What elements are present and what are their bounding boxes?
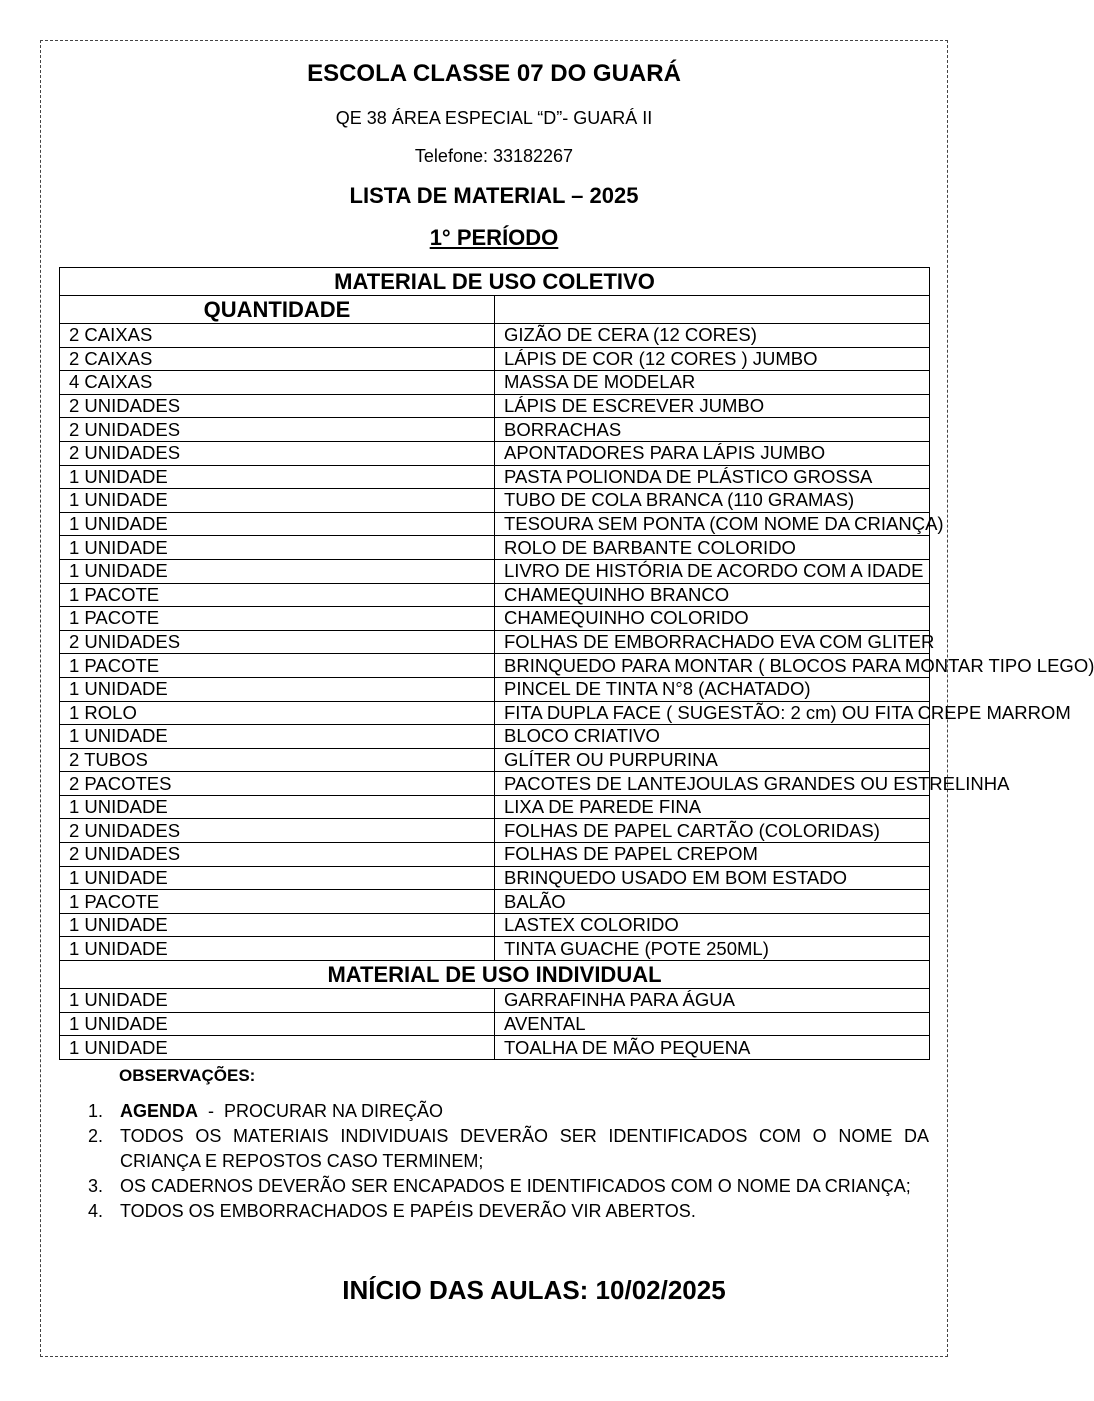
table-row xyxy=(60,819,930,843)
item-cell: LIXA DE PAREDE FINA xyxy=(495,795,930,819)
table-row xyxy=(60,512,930,536)
table-row xyxy=(60,913,930,937)
quantity-cell: 2 UNIDADES xyxy=(60,843,495,867)
quantity-cell: 4 CAIXAS xyxy=(60,371,495,395)
quantity-cell: 2 PACOTES xyxy=(60,772,495,796)
item-cell: PINCEL DE TINTA N°8 (ACHATADO) xyxy=(495,677,930,701)
observation-text: OS CADERNOS DEVERÃO SER ENCAPADOS E IDENTIFICADOS COM O NOME DA CRIANÇA; xyxy=(120,1176,911,1196)
table-row xyxy=(60,607,930,631)
quantity-cell: 1 PACOTE xyxy=(60,890,495,914)
quantity-cell: 2 UNIDADES xyxy=(60,630,495,654)
school-address: QE 38 ÁREA ESPECIAL “D”- GUARÁ II xyxy=(335,108,653,128)
quantity-header: QUANTIDADE xyxy=(60,296,495,324)
table-row xyxy=(60,795,930,819)
quantity-cell: 2 UNIDADES xyxy=(60,819,495,843)
item-cell: TUBO DE COLA BRANCA (110 GRAMAS) xyxy=(495,489,930,513)
item-cell: GIZÃO DE CERA (12 CORES) xyxy=(495,324,930,348)
observation-item xyxy=(88,1124,935,1174)
quantity-cell: 1 UNIDADE xyxy=(60,989,495,1013)
quantity-cell: 2 TUBOS xyxy=(60,748,495,772)
item-cell: GARRAFINHA PARA ÁGUA xyxy=(495,989,930,1013)
collective-title: MATERIAL DE USO COLETIVO xyxy=(60,268,930,296)
item-cell: BLOCO CRIATIVO xyxy=(495,725,930,749)
observation-item xyxy=(88,1099,929,1124)
table-row xyxy=(60,843,930,867)
item-cell: APONTADORES PARA LÁPIS JUMBO xyxy=(495,441,930,465)
classes-start: INÍCIO DAS AULAS: 10/02/2025 xyxy=(342,1275,726,1305)
item-cell: BORRACHAS xyxy=(495,418,930,442)
quantity-cell: 2 UNIDADES xyxy=(60,418,495,442)
item-cell: CHAMEQUINHO BRANCO xyxy=(495,583,930,607)
table-row xyxy=(60,371,930,395)
item-cell: FOLHAS DE PAPEL CARTÃO (COLORIDAS) xyxy=(495,819,930,843)
quantity-cell: 2 CAIXAS xyxy=(60,324,495,348)
table-row xyxy=(60,725,930,749)
collective-section-header xyxy=(60,268,930,296)
quantity-cell: 1 UNIDADE xyxy=(60,465,495,489)
observation-bold-text: AGENDA xyxy=(120,1101,199,1121)
item-cell: FITA DUPLA FACE ( SUGESTÃO: 2 cm) OU FITA CREPE MARROM xyxy=(495,701,930,725)
item-cell: MASSA DE MODELAR xyxy=(495,371,930,395)
table-row xyxy=(60,418,930,442)
item-cell: BALÃO xyxy=(495,890,930,914)
item-cell: AVENTAL xyxy=(495,1012,930,1036)
item-header xyxy=(495,296,930,324)
school-phone: Telefone: 33182267 xyxy=(414,146,574,166)
table-row xyxy=(60,772,930,796)
quantity-cell: 2 UNIDADES xyxy=(60,394,495,418)
table-row xyxy=(60,324,930,348)
table-row xyxy=(60,1036,930,1060)
period-title: 1° PERÍODO xyxy=(429,225,559,250)
observation-text: TODOS OS MATERIAIS INDIVIDUAIS DEVERÃO SER IDENTIFICADOS COM O NOME DA CRIANÇA E REPOSTOS CASO TERMINEM; xyxy=(120,1126,935,1171)
quantity-cell: 1 UNIDADE xyxy=(60,559,495,583)
table-row xyxy=(60,583,930,607)
table-row xyxy=(60,465,930,489)
item-cell: FOLHAS DE PAPEL CREPOM xyxy=(495,843,930,867)
quantity-cell: 1 UNIDADE xyxy=(60,1036,495,1060)
column-header-row xyxy=(60,296,930,324)
quantity-cell: 1 PACOTE xyxy=(60,607,495,631)
quantity-cell: 2 CAIXAS xyxy=(60,347,495,371)
item-cell: BRINQUEDO USADO EM BOM ESTADO xyxy=(495,866,930,890)
item-cell: TOALHA DE MÃO PEQUENA xyxy=(495,1036,930,1060)
quantity-cell: 1 ROLO xyxy=(60,701,495,725)
table-row xyxy=(60,489,930,513)
observations-list xyxy=(88,1099,935,1224)
item-cell: FOLHAS DE EMBORRACHADO EVA COM GLITER xyxy=(495,630,930,654)
table-row xyxy=(60,630,930,654)
quantity-cell: 1 PACOTE xyxy=(60,654,495,678)
table-row xyxy=(60,937,930,961)
quantity-cell: 1 UNIDADE xyxy=(60,536,495,560)
observation-text: - PROCURAR NA DIREÇÃO xyxy=(198,1101,444,1121)
table-row xyxy=(60,677,930,701)
table-row xyxy=(60,394,930,418)
observation-text: TODOS OS EMBORRACHADOS E PAPÉIS DEVERÃO VIR ABERTOS. xyxy=(120,1201,696,1221)
observation-number: 1. xyxy=(88,1101,104,1121)
observation-number: 3. xyxy=(88,1176,104,1196)
table-row xyxy=(60,701,930,725)
item-cell: CHAMEQUINHO COLORIDO xyxy=(495,607,930,631)
table-row xyxy=(60,536,930,560)
quantity-cell: 1 UNIDADE xyxy=(60,795,495,819)
quantity-cell: 2 UNIDADES xyxy=(60,441,495,465)
list-title: LISTA DE MATERIAL – 2025 xyxy=(349,183,639,208)
observation-number: 4. xyxy=(88,1201,104,1221)
table-row xyxy=(60,654,930,678)
quantity-cell: 1 UNIDADE xyxy=(60,1012,495,1036)
material-table xyxy=(59,267,1094,1060)
item-cell: ROLO DE BARBANTE COLORIDO xyxy=(495,536,930,560)
item-cell: PACOTES DE LANTEJOULAS GRANDES OU ESTRELINHA xyxy=(495,772,930,796)
item-cell: GLÍTER OU PURPURINA xyxy=(495,748,930,772)
item-cell: TINTA GUACHE (POTE 250ML) xyxy=(495,937,930,961)
school-name: ESCOLA CLASSE 07 DO GUARÁ xyxy=(307,60,681,87)
quantity-cell: 1 UNIDADE xyxy=(60,512,495,536)
quantity-cell: 1 UNIDADE xyxy=(60,725,495,749)
table-row xyxy=(60,748,930,772)
item-cell: LÁPIS DE COR (12 CORES ) JUMBO xyxy=(495,347,930,371)
quantity-cell: 1 PACOTE xyxy=(60,583,495,607)
observations-title: OBSERVAÇÕES: xyxy=(119,1066,256,1085)
item-cell: PASTA POLIONDA DE PLÁSTICO GROSSA xyxy=(495,465,930,489)
table-row xyxy=(60,866,930,890)
table-row xyxy=(60,347,930,371)
quantity-cell: 1 UNIDADE xyxy=(60,677,495,701)
quantity-cell: 1 UNIDADE xyxy=(60,913,495,937)
item-cell: LIVRO DE HISTÓRIA DE ACORDO COM A IDADE xyxy=(495,559,930,583)
table-row xyxy=(60,1012,930,1036)
quantity-cell: 1 UNIDADE xyxy=(60,489,495,513)
table-row xyxy=(60,989,930,1013)
table-row xyxy=(60,890,930,914)
quantity-cell: 1 UNIDADE xyxy=(60,937,495,961)
item-cell: LÁPIS DE ESCREVER JUMBO xyxy=(495,394,930,418)
item-cell: LASTEX COLORIDO xyxy=(495,913,930,937)
table-row xyxy=(60,441,930,465)
individual-title: MATERIAL DE USO INDIVIDUAL xyxy=(60,961,930,989)
table-row xyxy=(60,559,930,583)
item-cell: TESOURA SEM PONTA (COM NOME DA CRIANÇA) xyxy=(495,512,930,536)
observation-number: 2. xyxy=(88,1126,104,1146)
observation-item xyxy=(88,1199,929,1224)
individual-section-header xyxy=(60,961,930,989)
observation-item xyxy=(88,1174,929,1199)
item-cell: BRINQUEDO PARA MONTAR ( BLOCOS PARA MONTAR TIPO LEGO) xyxy=(495,654,930,678)
quantity-cell: 1 UNIDADE xyxy=(60,866,495,890)
